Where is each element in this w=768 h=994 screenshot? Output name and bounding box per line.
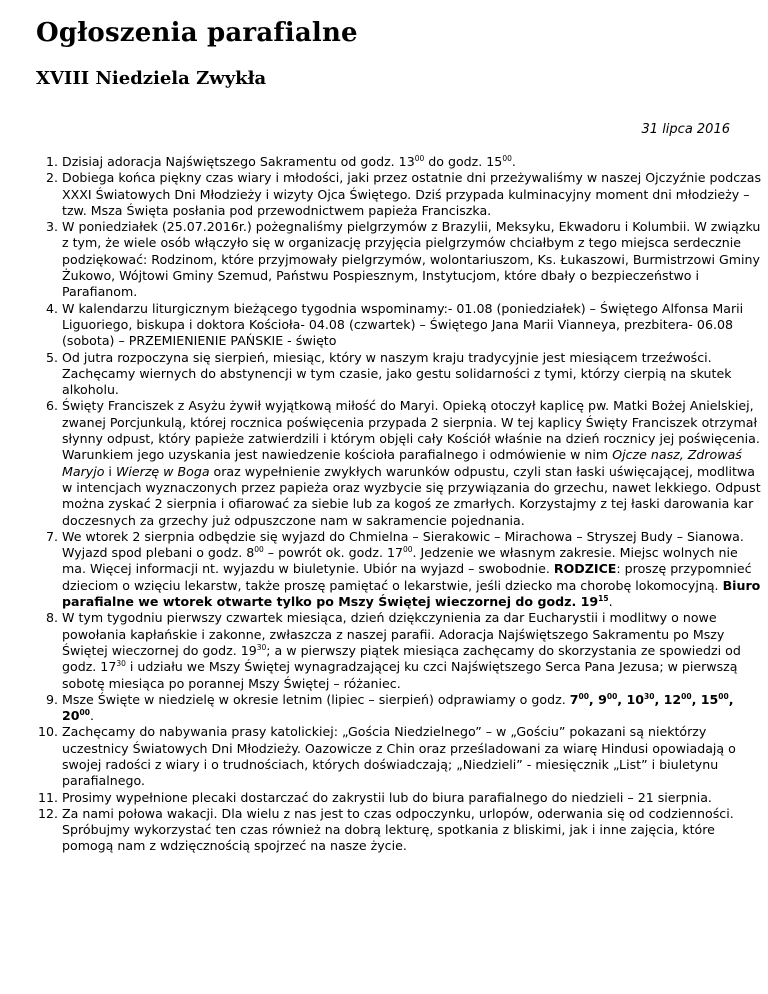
- office-hours-notice: Biuro parafialne we wtorek otwarte tylko po Mszy Świętej wieczornej do godz. $19^{15}$: [62, 577, 761, 610]
- announcement-item-3: 3. W poniedziałek (25.07.2016r.) pożegnaliśmy pielgrzymów z Brazylii, Meksyku, Ekwadoru i Kolumbii. W związku z tym, że wiele osób włączyło się w organizację przyjęcia pielgrzymów chciałbym z tego miejsca serdecznie podziękować: Rodzinom, które przyjmowały pielgrzymów, wolontariuszom, Ks. Łukaszowi, Burmistrzowi Gminy Żukowo, Wójtowi Gminy Szemud, Państwu Pospiesznym, Instytucjom, które dbały o bezpieczeństwo i Parafianom.: [62, 219, 762, 300]
- announcement-item-9: 9. Msze Święte w niedzielę w okresie letnim (lipiec – sierpień) odprawiamy o godz. $7^{00}$, $9^{00}$, $10^{30}$, $12^{00}$, $15^{00}$, $20^{00}$.: [62, 692, 762, 725]
- announcement-item-1: 1. Dzisiaj adoracja Najświętszego Sakramentu od godz. $13^{00}$ do godz. $15^{00}$.: [62, 154, 762, 170]
- page-subtitle: XVIII Niedziela Zwykła: [36, 68, 267, 89]
- announcement-item-11: 11. Prosimy wypełnione plecaki dostarczać do zakrystii lub do biura parafialnego do niedzieli – 21 sierpnia.: [62, 790, 762, 806]
- announcement-item-8: 8. W tym tygodniu pierwszy czwartek miesiąca, dzień dziękczynienia za dar Eucharystii i modlitwy o nowe powołania kapłańskie i zakonne, zwłaszcza z naszej parafii. Adoracja Najświętszego Sakramentu po Mszy Świętej wieczornej do godz. $19^{30}$; a w pierwszy piątek miesiąca zachęcamy do skorzystania ze spowiedzi od godz. $17^{30}$ i udziału we Mszy Świętej wynagradzającej ku czci Najświętszego Serca Pana Jezusa; w pierwszą sobotę miesiąca po porannej Mszy Świętej – różaniec.: [62, 610, 762, 691]
- prayer-title: Ojcze nasz, Zdrowaś Maryjo: [62, 447, 742, 479]
- announcement-item-5: 5. Od jutra rozpoczyna się sierpień, miesiąc, który w naszym kraju tradycyjnie jest miesiącem trzeźwości. Zachęcamy wiernych do abstynencji w tym czasie, jako gestu solidarności z tymi, którzy cierpią na skutek alkoholu.: [62, 350, 762, 399]
- announcement-item-12: 12. Za nami połowa wakacji. Dla wielu z nas jest to czas odpoczynku, urlopów, oderwania się od codzienności. Spróbujmy wykorzystać ten czas również na dobrą lekturę, spotkania z bliskimi, jak i inne zajęcia, które pomogą nam z wdzięcznością spojrzeć na nasze życie.: [62, 806, 762, 855]
- announcements-list: [36, 154, 762, 855]
- announcement-item-7: 7. We wtorek 2 sierpnia odbędzie się wyjazd do Chmielna – Sierakowic – Mirachowa – Stryszej Budy – Sianowa. Wyjazd spod plebani o godz. $8^{00}$ – powrót ok. godz. $17^{00}$. Jedzenie we własnym zakresie. Miejsc wolnych nie ma. Więcej informacji nt. wyjazdu w biuletynie. Ubiór na wyjazd – swobodnie. RODZICE: proszę przypomnieć dzieciom o wzięciu lekarstw, także proszę pamiętać o lekarstwie, jeśli dziecko ma chorobę lokomocyjną. Biuro parafialne we wtorek otwarte tylko po Mszy Świętej wieczornej do godz. $19^{15}$.: [62, 529, 762, 610]
- page-title: Ogłoszenia parafialne: [36, 18, 358, 48]
- mass-times: $7^{00}$, $9^{00}$, $10^{30}$, $12^{00}$, $15^{00}$, $20^{00}$: [62, 691, 734, 724]
- parents-label: RODZICE: [553, 561, 617, 577]
- announcement-item-10: 10. Zachęcamy do nabywania prasy katolickiej: „Gościa Niedzielnego” – w „Gościu” pokazani są niektórzy uczestnicy Światowych Dni Młodzieży. Oazowicze z Chin oraz prześladowani za wiarę Hindusi opowiadają o swojej radości z wiary i o trudnościach, których doświadczają; „Niedzieli” - miesięcznik „List” i biuletynu parafialnego.: [62, 724, 762, 789]
- prayer-title: Wierzę w Boga: [115, 463, 210, 479]
- announcement-item-6: 6. Święty Franciszek z Asyżu żywił wyjątkową miłość do Maryi. Opieką otoczył kaplicę pw. Matki Bożej Anielskiej, zwanej Porcjunkulą, której rocznica poświęcenia przypada 2 sierpnia. W tej kaplicy Święty Franciszek otrzymał słynny odpust, który papieże zatwierdzili i którym objęli cały Kościół właśnie na dzień rocznicy jej poświęcenia. Warunkiem jego uzyskania jest nawiedzenie kościoła parafialnego i odmówienie w nim Ojcze nasz, Zdrowaś Maryjo i Wierzę w Boga oraz wypełnienie zwykłych warunków odpustu, czyli stan łaski uświęcającej, modlitwa w intencjach wyznaczonych przez papieża oraz wyzbycie się przywiązania do grzechu, nawet lekkiego. Odpust można zyskać 2 sierpnia i ofiarować za siebie lub za kogoś ze zmarłych. Korzystajmy z tej łaski darowania kar doczesnych za grzechy już odpuszczone nam w sakramencie pojednania.: [62, 398, 762, 528]
- announcement-item-2: 2. Dobiega końca piękny czas wiary i młodości, jaki przez ostatnie dni przeżywaliśmy w naszej Ojczyźnie podczas XXXI Światowych Dni Młodzieży i wizyty Ojca Świętego. Dziś przypada kulminacyjny moment dni młodzieży – tzw. Msza Święta posłania pod przewodnictwem papieża Franciszka.: [62, 170, 762, 219]
- announcement-date: 31 lipca 2016: [641, 122, 730, 137]
- announcement-item-4: 4. W kalendarzu liturgicznym bieżącego tygodnia wspominamy:- 01.08 (poniedziałek) – Świętego Alfonsa Marii Liguoriego, biskupa i doktora Kościoła- 04.08 (czwartek) – Świętego Jana Marii Vianneya, prezbitera- 06.08 (sobota) – PRZEMIENIENIE PAŃSKIE - święto: [62, 301, 762, 350]
